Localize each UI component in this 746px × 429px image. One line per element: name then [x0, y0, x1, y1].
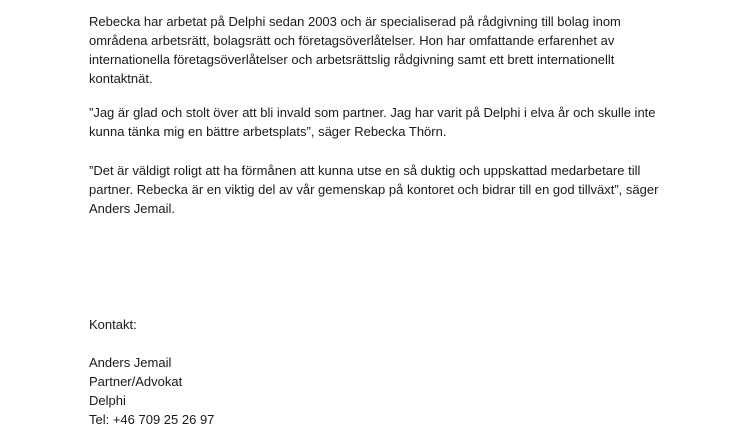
- contact-phone: Tel: +46 709 25 26 97: [89, 412, 215, 427]
- paragraph-quote-anders: [89, 161, 689, 218]
- paragraph-line: kontaktnät.: [89, 71, 153, 86]
- paragraph-line: partner. Rebecka är en viktig del av vår gemenskap på kontoret och bidrar till en god tillväxt”, säger: [89, 182, 659, 197]
- contact-company: Delphi: [89, 393, 126, 408]
- paragraph-line: ”Det är väldigt roligt att ha förmånen att kunna utse en så duktig och uppskattad medarbetare till: [89, 163, 641, 178]
- paragraph-quote-rebecka: [89, 103, 689, 141]
- paragraph-line: internationella företagsöverlåtelser och arbetsrättslig rådgivning samt ett brett internationellt: [89, 52, 615, 67]
- paragraph-line: ”Jag är glad och stolt över att bli invald som partner. Jag har varit på Delphi i elva år och skulle inte: [89, 105, 656, 120]
- paragraph-line: Anders Jemail.: [89, 201, 175, 216]
- contact-name: Anders Jemail: [89, 355, 172, 370]
- contact-details: [89, 353, 689, 429]
- contact-heading-text: Kontakt:: [89, 317, 137, 332]
- contact-heading: [89, 315, 689, 334]
- paragraph-line: områdena arbetsrätt, bolagsrätt och företagsöverlåtelser. Hon har omfattande erfarenhet av: [89, 33, 615, 48]
- contact-title: Partner/Advokat: [89, 374, 183, 389]
- paragraph-line: Rebecka har arbetat på Delphi sedan 2003 och är specialiserad på rådgivning till bolag inom: [89, 14, 621, 29]
- paragraph-bio: [89, 12, 689, 88]
- paragraph-line: kunna tänka mig en bättre arbetsplats”, säger Rebecka Thörn.: [89, 124, 447, 139]
